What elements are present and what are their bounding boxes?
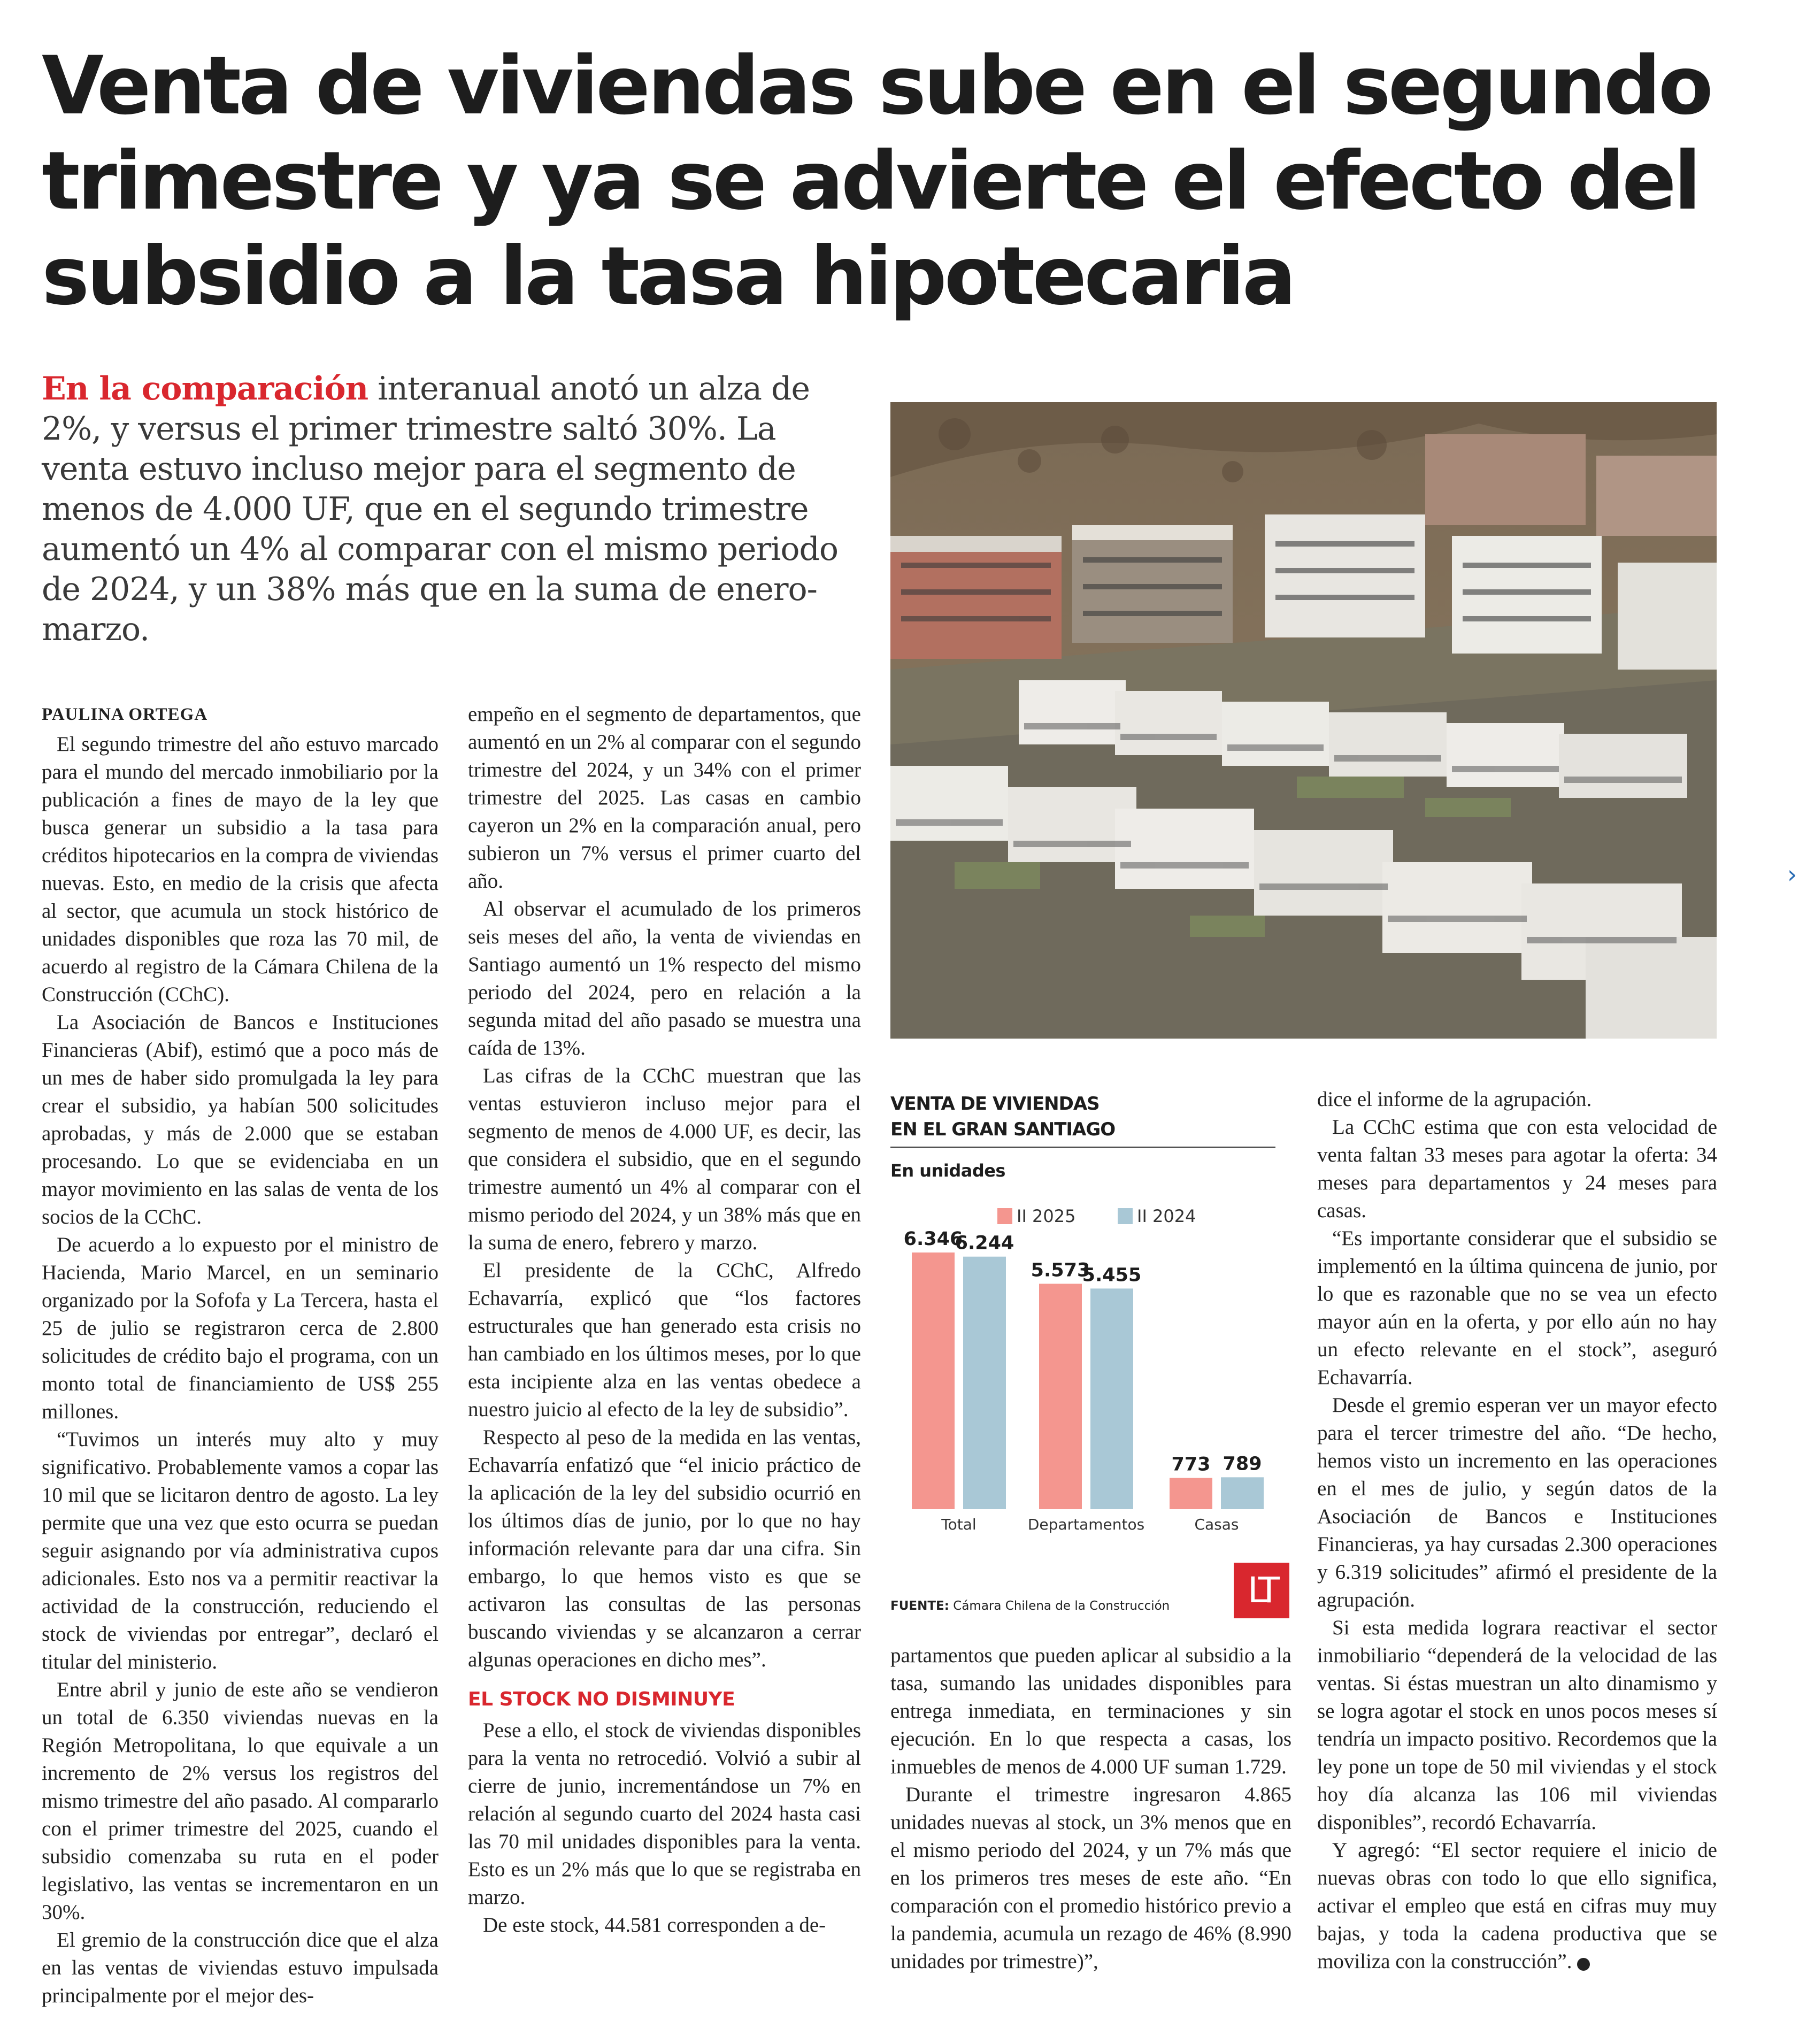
paragraph: Las cifras de la CChC muestran que las ventas estuvieron incluso mejor para el segmento de menos de 4.000 UF, es decir, las que considera el subsidio, que en el segundo trimestre aumentó un 4% al comparar con el mismo periodo del 2024, y un 38% más que en la suma de enero, febrero y marzo.: [468, 1064, 861, 1254]
paragraph: “Es importante considerar que el subsidio se implementó en la última quincena de junio, por lo que es razonable que no se vea un efecto mayor aún en la oferta, y por ello aún no hay un efecto relevante en el stock”, aseguró Echavarría.: [1317, 1227, 1717, 1389]
paragraph: empeño en el segmento de departamentos, que aumentó en un 2% al comparar con el segundo trimestre del 2024, y un 34% con el primer trimestre del 2025. Las casas en cambio cayeron un 2% en la comparación anual, pero subieron un 7% versus el primer cuarto del año.: [468, 703, 861, 893]
paragraph: Desde el gremio esperan ver un mayor efecto para el tercer trimestre del año. “De hecho, hemos visto un incremento en las operaciones en el mes de julio, y según datos de la Asociación de Bancos e Instituciones Financieras, ya hay cursadas 2.300 operaciones y 6.319 solicitudes” afirmó el presidente de la agrupación.: [1317, 1394, 1717, 1611]
paragraph: El gremio de la construcción dice que el alza en las ventas de viviendas estuvo impulsada principalmente por el mejor des-: [42, 1928, 439, 2007]
data-label-casas-2025: 773: [1171, 1454, 1211, 1476]
data-label-departamentos-2025: 5.573: [1031, 1259, 1090, 1281]
paragraph: Si esta medida lograra reactivar el sector inmobiliario “dependerá de la velocidad de las ventas. Si éstas muestran un alto dinamismo y se logra agotar el stock en unos pocos meses sí tendría un impacto positivo. Recordemos que la ley pone un tope de 50 mil viviendas y el stock hoy día alcanza las 106 mil viviendas disponibles”, recordó Echavarría.: [1317, 1616, 1717, 1834]
data-label-total-2024: 6.244: [955, 1232, 1014, 1254]
headline: Venta de viviendas sube en el segundo trimestre y ya se advierte el efecto del subsidio a la tasa hipotecaria: [42, 40, 1711, 323]
byline: PAULINA ORTEGA: [42, 705, 208, 724]
category-label-total: Total: [941, 1516, 977, 1533]
chart-title-line-1: VENTA DE VIVIENDAS: [890, 1093, 1100, 1115]
source-text: Cámara Chilena de la Construcción: [953, 1599, 1170, 1613]
lead-accent: En la comparación: [42, 370, 368, 408]
paragraph: Respecto al peso de la medida en las ventas, Echavarría enfatizó que “el inicio práctico de la aplicación de la ley del subsidio ocurrió en los últimos días de junio, por lo que no hay información relevante para dar una cifra. Sin embargo, lo que hemos visto es que se activaron las consultas de las personas buscando viviendas y se alcanzaron a cerrar algunas operaciones en dicho mes”.: [468, 1426, 861, 1671]
data-label-casas-2024: 789: [1223, 1453, 1262, 1475]
paragraph: Durante el trimestre ingresaron 4.865 unidades nuevas al stock, un 3% menos que en el mismo periodo del 2024, y un 7% más que en los primeros tres meses de este año. “En comparación con el promedio histórico previo a la pandemia, acumula un rezago de 46% (8.990 unidades por trimestre)”,: [890, 1783, 1291, 1973]
chart-subtitle: En unidades: [890, 1161, 1005, 1181]
lt-logo: LT: [1234, 1563, 1289, 1618]
data-label-total-2025: 6.346: [903, 1228, 963, 1250]
paragraph: Al observar el acumulado de los primeros seis meses del año, la venta de viviendas en Santiago aumentó un 1% respecto del mismo periodo del 2024, pero en relación a la segunda mitad del año pasado se muestra una caída de 13%.: [468, 897, 861, 1059]
paragraph: De este stock, 44.581 corresponden a de-: [483, 1914, 826, 1937]
lead-paragraph: [42, 369, 855, 650]
subheading: EL STOCK NO DISMINUYE: [468, 1688, 735, 1710]
legend-label-2025: II 2025: [1017, 1206, 1076, 1226]
paragraph: partamentos que pueden aplicar al subsidio a la tasa, sumando las unidades disponibles para entrega inmediata, en terminaciones y sin ejecución. En lo que respecta a casas, los inmuebles de menos de 4.000 UF suman 1.729.: [890, 1644, 1291, 1778]
bar-total-2025: [912, 1252, 955, 1509]
article-column-2: [468, 701, 861, 1939]
paragraph: La CChC estima que con esta velocidad de venta faltan 33 meses para agotar la oferta: 34 meses para departamentos y 24 meses para casas.: [1317, 1116, 1717, 1222]
paragraph: El presidente de la CChC, Alfredo Echavarría, explicó que “los factores estructurales que han generado esta crisis no han cambiado en los últimos meses, por lo que esta incipiente alza en las ventas obedece a nuestro juicio al efecto de la ley de subsidio”.: [468, 1259, 861, 1421]
paragraph: “Tuvimos un interés muy alto y muy significativo. Probablemente vamos a copar las 10 mil que se licitaron dentro de agosto. La ley permite que una vez que esto ocurra se puedan seguir asignando por vía administrativa cupos adicionales. Esto nos va a permitir reactivar la actividad de la construcción, reduciendo el stock de viviendas por entregar”, declaró el titular del ministerio.: [42, 1428, 439, 1673]
bar-casas-2025: [1170, 1478, 1212, 1509]
bar-departamentos-2025: [1039, 1284, 1082, 1509]
next-page-arrow[interactable]: ›: [1787, 860, 1797, 889]
article-column-1: [42, 701, 439, 2010]
bar-departamentos-2024: [1090, 1288, 1133, 1509]
article-column-3: [890, 1642, 1291, 1976]
article-column-4: [1317, 1086, 1717, 1976]
category-label-casas: Casas: [1194, 1516, 1239, 1533]
end-mark-icon: P: [1577, 1958, 1590, 1971]
chart-plot: [890, 1091, 1291, 1572]
paragraph-last: [1317, 1836, 1717, 1976]
chart-source: [890, 1599, 1170, 1613]
bar-total-2024: [963, 1257, 1006, 1509]
photo-residential-buildings: [890, 402, 1717, 1039]
source-label: FUENTE:: [890, 1599, 949, 1613]
lead-text: interanual anotó un alza de 2%, y versus el primer trimestre saltó 30%. La venta estuvo incluso mejor para el segmento de menos de 4.000 UF, que en el segundo trimestre aumentó un 4% al comparar con el mismo periodo de 2024, y un 38% más que en la suma de enero-marzo.: [42, 370, 839, 648]
paragraph: dice el informe de la agrupación.: [1317, 1088, 1592, 1111]
data-label-departamentos-2024: 5.455: [1082, 1264, 1142, 1286]
paragraph: Entre abril y junio de este año se vendieron un total de 6.350 viviendas nuevas en la Región Metropolitana, lo que equivale a un incremento de 2% versus los registros del mismo trimestre del año pasado. Al compararlo con el primer trimestre del 2025, cuando el subsidio comenzaba su ruta en el poder legislativo, las ventas se incrementaron en un 30%.: [42, 1678, 439, 1924]
article-photo: [890, 402, 1717, 1039]
category-label-departamentos: Departamentos: [1027, 1516, 1145, 1533]
bar-casas-2024: [1221, 1477, 1264, 1509]
chart-title-line-2: EN EL GRAN SANTIAGO: [890, 1119, 1116, 1140]
paragraph-last-text: Y agregó: “El sector requiere el inicio de nuevas obras con todo lo que ello significa, activar el empleo que está en cifras muy muy bajas, y toda la cadena productiva que se moviliza con la construcción”.: [1317, 1839, 1717, 1973]
paragraph: El segundo trimestre del año estuvo marcado para el mundo del mercado inmobiliario por la publicación a fines de mayo de la ley que busca generar un subsidio a la tasa para créditos hipotecarios en la compra de viviendas nuevas. Esto, en medio de la crisis que afecta al sector, que acumula un stock histórico de unidades disponibles que roza las 70 mil, de acuerdo al registro de la Cámara Chilena de la Construcción (CChC).: [42, 733, 439, 1006]
legend-label-2024: II 2024: [1137, 1206, 1196, 1226]
paragraph: La Asociación de Bancos e Instituciones Financieras (Abif), estimó que a poco más de un mes de haber sido promulgada la ley para crear el subsidio, ya habían 500 solicitudes aprobadas, y más de 2.000 que se estaban procesando. Lo que se evidenciaba en un mayor movimiento en las salas de venta de los socios de la CChC.: [42, 1011, 439, 1228]
sales-chart: [890, 1091, 1291, 1620]
paragraph: De acuerdo a lo expuesto por el ministro de Hacienda, Mario Marcel, en un seminario organizado por la Sofofa y La Tercera, hasta el 25 de julio se registraron cerca de 2.800 solicitudes de crédito bajo el programa, con un monto total de financiamiento de US$ 255 millones.: [42, 1233, 439, 1423]
paragraph: Pese a ello, el stock de viviendas disponibles para la venta no retrocedió. Volvió a subir al cierre de junio, incrementándose un 7% en relación al segundo cuarto del 2024 hasta casi las 70 mil unidades disponibles para la venta. Esto es un 2% más que lo que se registraba en marzo.: [468, 1719, 861, 1909]
